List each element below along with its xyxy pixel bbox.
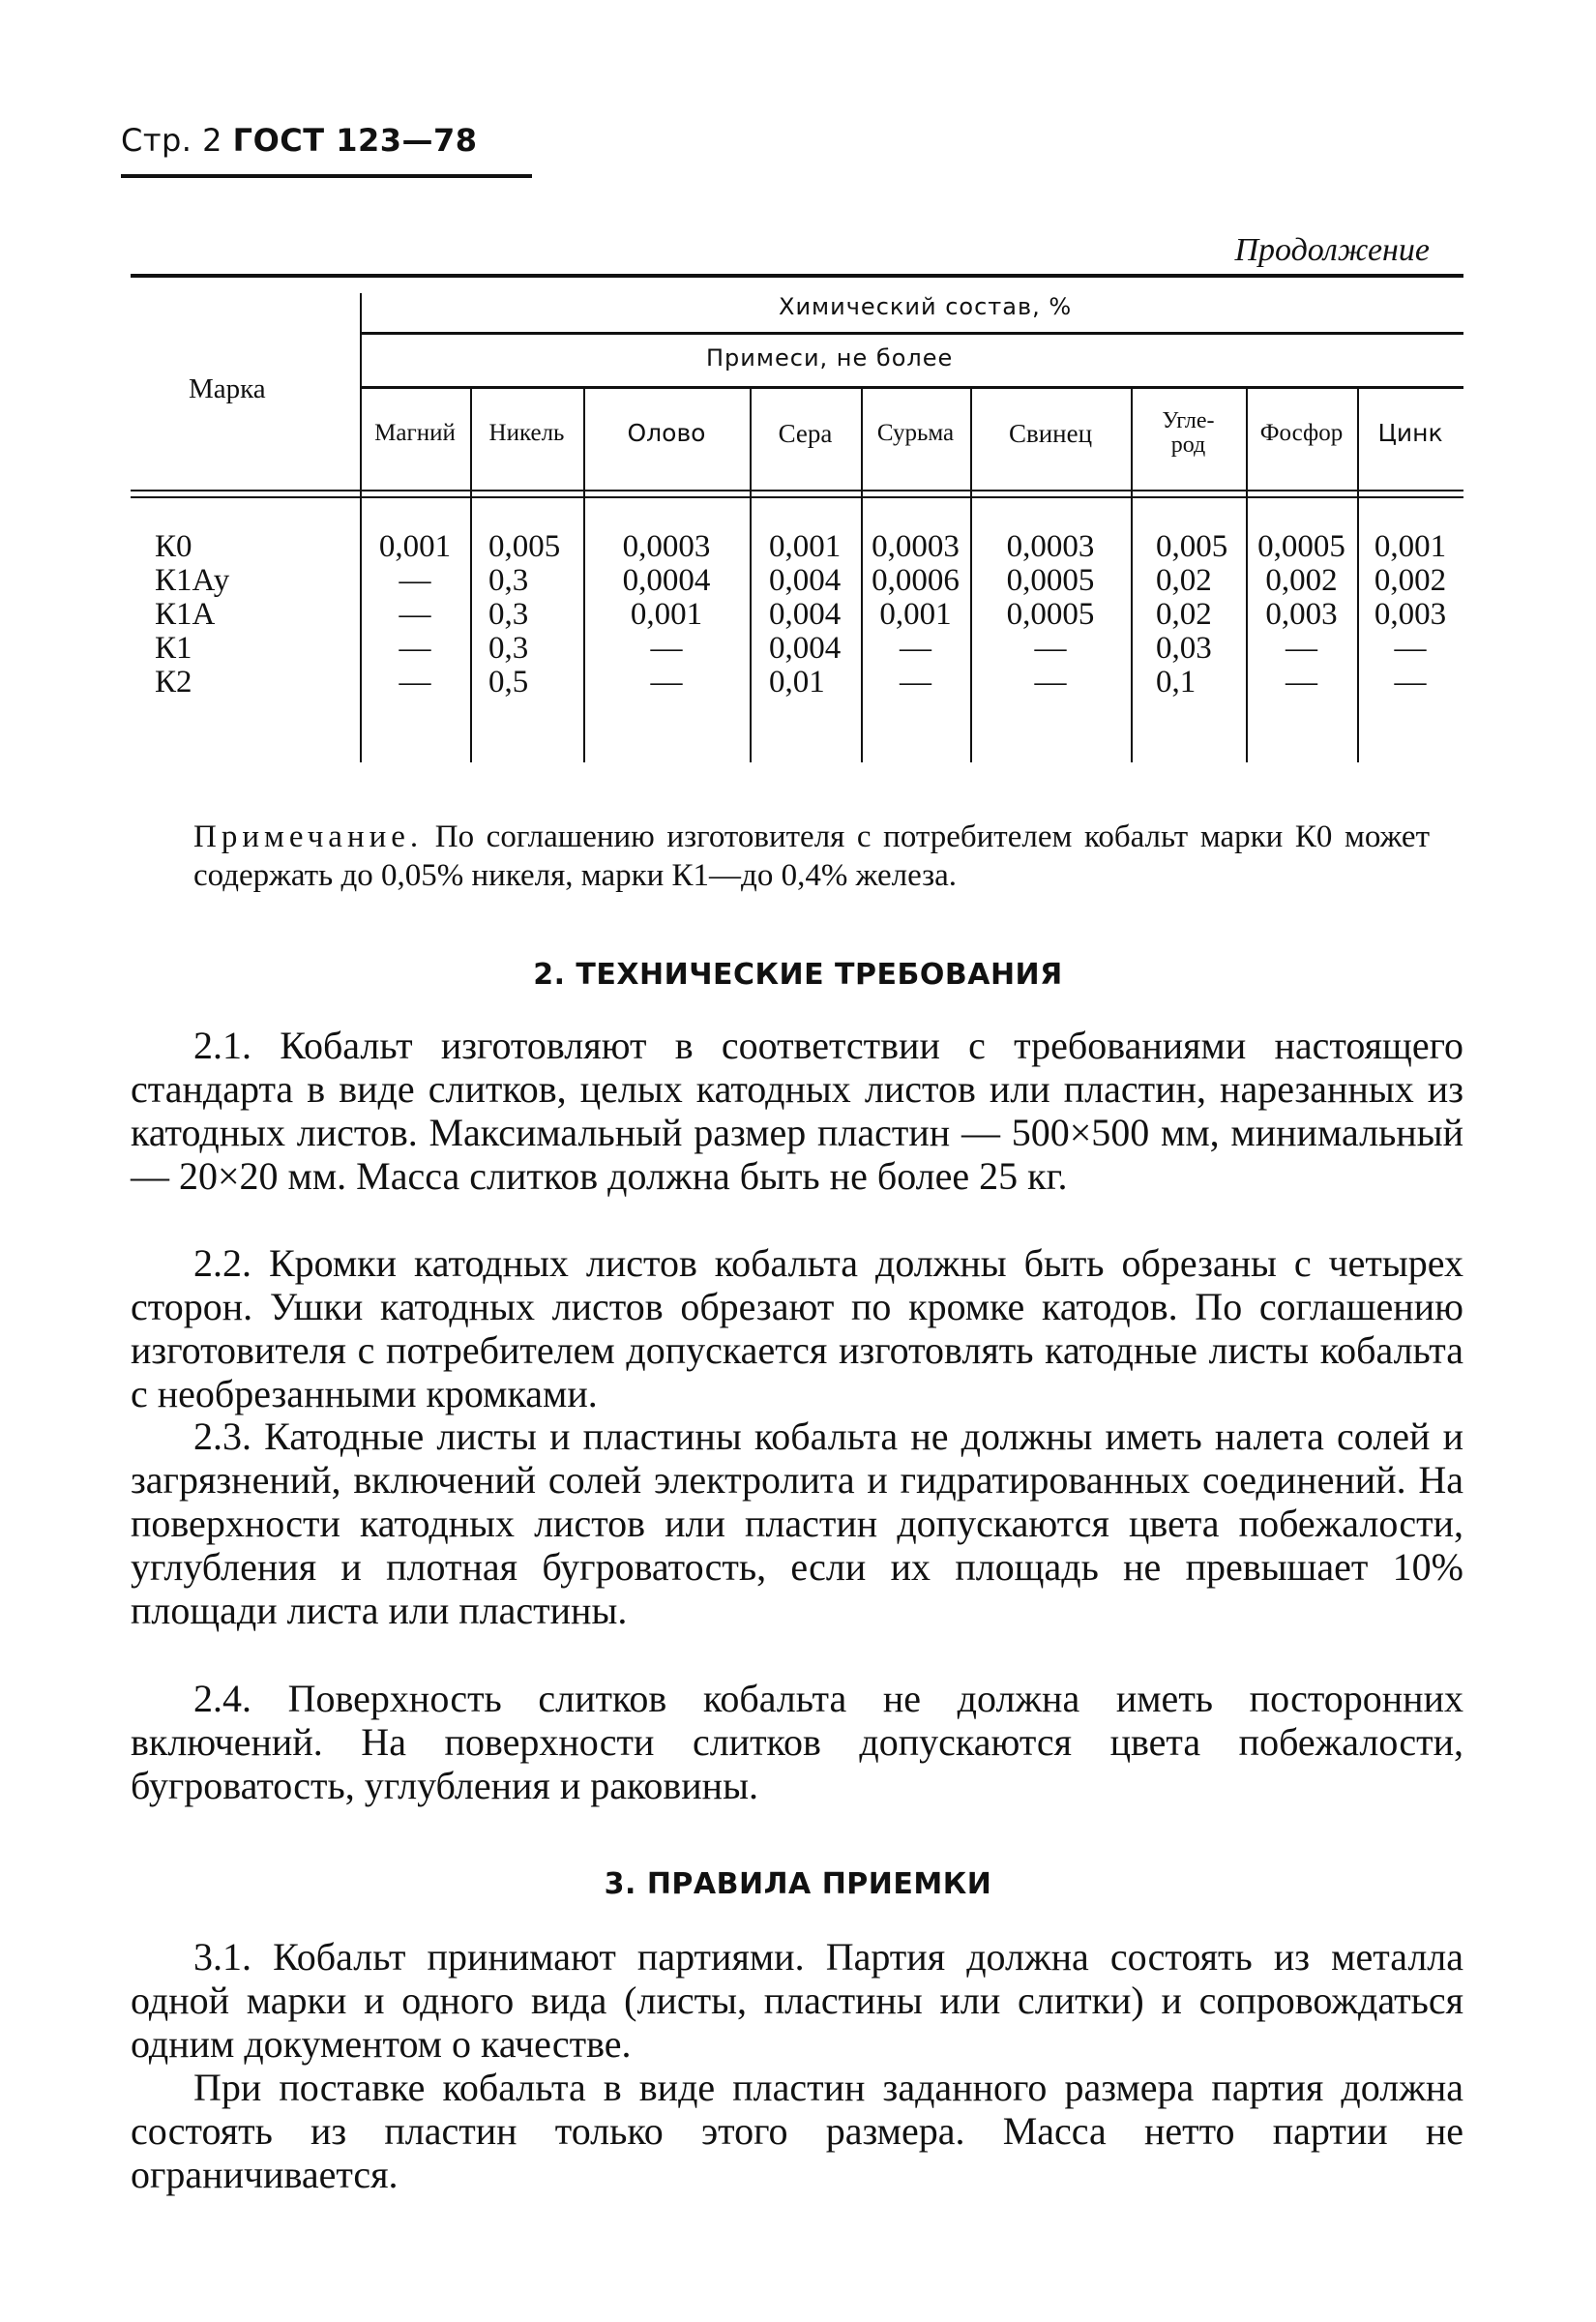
note-label: Примечание. <box>193 819 424 854</box>
table-top-rule <box>131 274 1463 278</box>
col-head-lead: Свинец <box>1008 419 1093 448</box>
cell-value: 0,0005 <box>1006 563 1095 598</box>
cell-value: — <box>1034 665 1067 700</box>
cell-value: 0,004 <box>769 563 842 598</box>
note-text: По соглашению изготовителя с потребителем кобальт марки К0 может содержать до 0,05% никеля, марки К1—до 0,4% железа. <box>193 819 1430 893</box>
cell-value: — <box>399 597 431 632</box>
cell-value: — <box>1286 665 1317 700</box>
page-number: Стр. 2 <box>121 122 222 159</box>
cell-value: 0,0005 <box>1006 597 1095 632</box>
col-lead-values <box>970 530 1131 700</box>
cell-value: — <box>399 563 431 598</box>
section-heading-technical-requirements: 2. ТЕХНИЧЕСКИЕ ТРЕБОВАНИЯ <box>533 958 1063 992</box>
col-antimony-values <box>861 530 970 700</box>
table-note <box>193 818 1430 895</box>
cell-value: 0,02 <box>1156 597 1212 632</box>
cell-value: — <box>900 631 931 666</box>
cell-value: 0,001 <box>378 529 452 564</box>
col-head-magnesium: Магний <box>374 420 456 446</box>
col-carbon-values <box>1156 530 1246 700</box>
cell-value: — <box>1034 631 1067 666</box>
cell-value: 0,001 <box>630 597 703 632</box>
cell-value: 0,01 <box>769 665 825 700</box>
subgroup-header: Примеси, не более <box>706 344 954 372</box>
paragraph-3-2: При поставке кобальта в виде пластин заданного размера партия должна состоять из пластин только этого размера. Масса нетто партии не ограничивается. <box>131 2066 1463 2196</box>
group-header: Химический состав, % <box>779 293 1073 320</box>
standard-number: ГОСТ 123—78 <box>232 122 478 159</box>
cell-value: 0,0006 <box>872 563 960 598</box>
col-head-nickel: Никель <box>488 420 565 446</box>
col-marks <box>155 530 229 700</box>
cell-value: 0,0003 <box>1006 529 1095 564</box>
col-magnesium-values <box>360 530 470 700</box>
col-head-phosphorus: Фосфор <box>1259 420 1344 446</box>
cell-value: — <box>399 631 431 666</box>
mark-k1au: К1Ау <box>155 563 230 598</box>
cell-value: — <box>1394 665 1427 700</box>
cell-value: — <box>399 665 431 700</box>
cell-value: 0,1 <box>1156 665 1197 700</box>
cell-value: 0,5 <box>488 665 529 700</box>
table-rule-group <box>360 332 1463 335</box>
row-header-mark: Марка <box>189 373 266 404</box>
col-head-zinc: Цинк <box>1377 419 1443 447</box>
cell-value: 0,002 <box>1265 563 1338 598</box>
col-sulfur-values <box>769 530 861 700</box>
paragraph-2-4: 2.4. Поверхность слитков кобальта не должна иметь посторонних включений. На поверхности слитков допускаются цвета побежалости, бугроватость, углубления и раковины. <box>131 1677 1463 1807</box>
cell-value: 0,002 <box>1374 563 1447 598</box>
col-head-antimony: Сурьма <box>876 420 955 446</box>
cell-value: 0,005 <box>488 529 561 564</box>
paragraph-2-1: 2.1. Кобальт изготовляют в соответствии с требованиями настоящего стандарта в виде слитков, целых катодных листов или пластин, нарезанных из катодных листов. Максимальный размер пластин — 500×500 мм, минимальный — 20×20 мм. Масса слитков должна быть не более 25 кг. <box>131 1024 1463 1198</box>
mark-k2: К2 <box>155 665 192 700</box>
cell-value: — <box>650 631 683 666</box>
cell-value: 0,3 <box>488 631 529 666</box>
continuation-label: Продолжение <box>1234 232 1430 268</box>
cell-value: 0,03 <box>1156 631 1212 666</box>
composition-table <box>131 274 1463 762</box>
section-heading-acceptance-rules: 3. ПРАВИЛА ПРИЕМКИ <box>604 1867 992 1901</box>
col-zinc-values <box>1357 530 1463 700</box>
mark-k1: К1 <box>155 631 192 666</box>
cell-value: — <box>1394 631 1427 666</box>
mark-k1a: К1А <box>155 597 216 632</box>
cell-value: — <box>1286 631 1317 666</box>
table-header-rule-2 <box>131 496 1463 498</box>
cell-value: 0,0004 <box>622 563 711 598</box>
cell-value: 0,02 <box>1156 563 1212 598</box>
cell-value: 0,0005 <box>1257 529 1345 564</box>
table-header-rule-1 <box>131 490 1463 491</box>
col-head-sulfur: Сера <box>778 419 833 448</box>
cell-value: 0,003 <box>1374 597 1447 632</box>
cell-value: 0,0003 <box>622 529 711 564</box>
col-phosphorus-values <box>1246 530 1357 700</box>
cell-value: 0,3 <box>488 597 529 632</box>
mark-k0: К0 <box>155 529 192 564</box>
paragraph-2-2: 2.2. Кромки катодных листов кобальта должны быть обрезаны с четырех сторон. Ушки катодных листов обрезают по кромке катодов. По соглашению изготовителя с потребителем допускается изготовлять катодные листы кобальта с необрезанными кромками. <box>131 1241 1463 1415</box>
col-head-carbon: Угле- род <box>1162 408 1215 458</box>
cell-value: 0,005 <box>1156 529 1228 564</box>
header-rule <box>121 174 532 178</box>
cell-value: 0,003 <box>1265 597 1338 632</box>
table-rule-subgroup <box>360 386 1463 389</box>
page-header <box>121 122 478 159</box>
cell-value: 0,3 <box>488 563 529 598</box>
cell-value: 0,001 <box>769 529 842 564</box>
cell-value: 0,004 <box>769 597 842 632</box>
col-head-tin: Олово <box>627 419 706 447</box>
paragraph-2-3: 2.3. Катодные листы и пластины кобальта не должны иметь налета солей и загрязнений, включений солей электролита и гидратированных соединений. На поверхности катодных листов или пластин допускаются цвета побежалости, углубления и плотная бугроватость, если их площадь не превышает 10% площади листа или пластины. <box>131 1414 1463 1632</box>
cell-value: 0,001 <box>879 597 952 632</box>
cell-value: — <box>900 665 931 700</box>
cell-value: 0,004 <box>769 631 842 666</box>
cell-value: 0,0003 <box>872 529 960 564</box>
paragraph-3-1: 3.1. Кобальт принимают партиями. Партия должна состоять из металла одной марки и одного вида (листы, пластины или слитки) и сопровождаться одним документом о качестве. <box>131 1935 1463 2066</box>
cell-value: 0,001 <box>1374 529 1447 564</box>
cell-value: — <box>650 665 683 700</box>
col-tin-values <box>583 530 750 700</box>
col-nickel-values <box>488 530 583 700</box>
